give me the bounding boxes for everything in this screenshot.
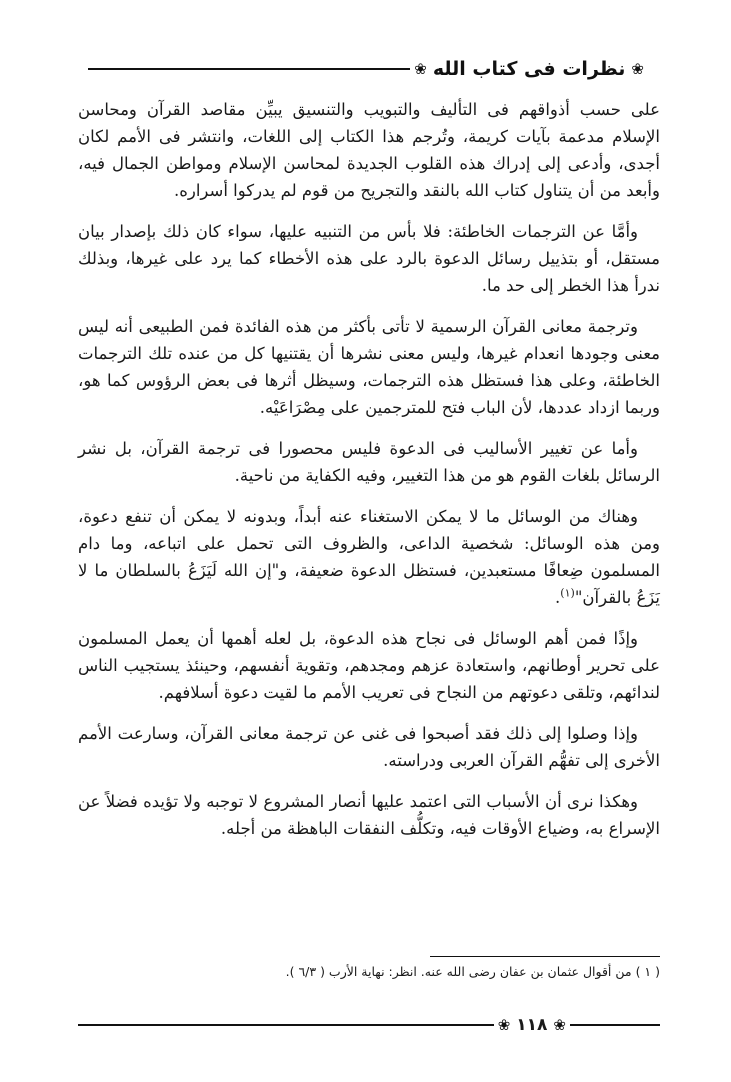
paragraph: وإذا وصلوا إلى ذلك فقد أصبحوا فى غنى عن ترجمة معانى القرآن، وسارعت الأمم الأخرى إلى تفهُّم القرآن العربى ودراسته. <box>78 724 660 770</box>
footer-rule-right <box>570 1024 660 1026</box>
footnote: ( ١ ) من أقوال عثمان بن عفان رضى الله عنه. انظر: نهاية الأرب ( ٦/٣ ). <box>285 964 660 979</box>
footer-rule-left <box>78 1024 494 1026</box>
paragraph: وإذًا فمن أهم الوسائل فى نجاح هذه الدعوة، بل لعله أهمها أن يعمل المسلمون على تحرير أوطانهم، واستعادة عزهم ومجدهم، وتقوية أنفسهم، وحينئذ يستجيب الناس لندائهم، وتلقى دعوتهم من النجاح فى تعريب الأمم ما لقيت دعوة أسلافهم. <box>78 629 660 702</box>
book-title: نظرات فى كتاب الله <box>432 58 626 80</box>
paragraph-text: وهناك من الوسائل ما لا يمكن الاستغناء عنه أبداً، وبدونه لا يمكن أن تنفع دعوة، ومن هذه الوسائل: شخصية الداعى، والظروف التى تحمل على اتباعه، وما دام المسلمون ضِعافًا مستعبدين، فستظل الدعوة ضعيفة، و"إن الله لَيَزَعُ بالسلطان ما لا يَزَعُ بالقرآن" <box>78 507 660 607</box>
page-footer <box>78 1010 660 1040</box>
main-text <box>78 96 660 856</box>
footnote-separator <box>430 956 660 957</box>
page-number-group <box>494 1015 570 1035</box>
paragraph: وأمَّا عن الترجمات الخاطئة: فلا بأس من التنبيه عليها، سواء كان ذلك بإصدار بيان مستقل، أو بتذييل رسائل الدعوة بالرد على هذه الأخطاء كما يرد على غيرها، وبذلك ندرأ هذا الخطر إلى حد ما. <box>78 222 660 295</box>
page-number: ١١٨ <box>516 1015 548 1035</box>
flower-ornament-icon: ❀ <box>631 59 644 78</box>
header-title-group <box>410 58 648 80</box>
paragraph: على حسب أذواقهم فى التأليف والتبويب والتنسيق يبيِّن مقاصد القرآن ومحاسن الإسلام مدعمة بآيات كريمة، وتُرجم هذا الكتاب إلى اللغات، وانتشر فى الأمم لكان أجدى، وأدعى إلى إدراك هذه القلوب الجديدة لمحاسن الإسلام ومواطن الجمال فيه، وأبعد من أن يتناول كتاب الله بالنقد والتجريح من قوم لم يدركوا أسراره. <box>78 100 660 200</box>
footnote-reference: (١) <box>560 586 575 600</box>
paragraph: وترجمة معانى القرآن الرسمية لا تأتى بأكثر من هذه الفائدة فمن الطبيعى أنه ليس معنى وجودها انعدام غيرها، وليس معنى نشرها أن يقتنيها كل من عنده تلك الترجمات الخاطئة، وعلى هذا فستظل هذه الترجمات، وسيظل أثرها فى بعض الرؤوس كما هو، وربما ازداد عددها، لأن الباب فتح للمترجمين على مِصْرَاعَيْه. <box>78 317 660 417</box>
header-rule <box>88 68 410 70</box>
flower-ornament-icon: ❀ <box>553 1015 566 1034</box>
paragraph-with-footnote: وهناك من الوسائل ما لا يمكن الاستغناء عنه أبداً، وبدونه لا يمكن أن تنفع دعوة، ومن هذه الوسائل: شخصية الداعى، والظروف التى تحمل على اتباعه، وما دام المسلمون ضِعافًا مستعبدين، فستظل الدعوة ضعيفة، و"إن الله لَيَزَعُ بالسلطان ما لا يَزَعُ بالقرآن"$^{(١)}$. <box>78 507 660 607</box>
flower-ornament-icon: ❀ <box>497 1015 511 1034</box>
paragraph: وهكذا نرى أن الأسباب التى اعتمد عليها أنصار المشروع لا توجبه ولا تؤيده فضلاً عن الإسراع به، وضياع الأوقات فيه، وتكلُّف النفقات الباهظة من أجله. <box>78 792 660 838</box>
flower-ornament-icon: ❀ <box>414 59 427 78</box>
paragraph: وأما عن تغيير الأساليب فى الدعوة فليس محصورا فى ترجمة القرآن، بل نشر الرسائل بلغات القوم هو من هذا التغيير، وفيه الكفاية من ناحية. <box>78 439 660 485</box>
running-header <box>88 52 648 86</box>
